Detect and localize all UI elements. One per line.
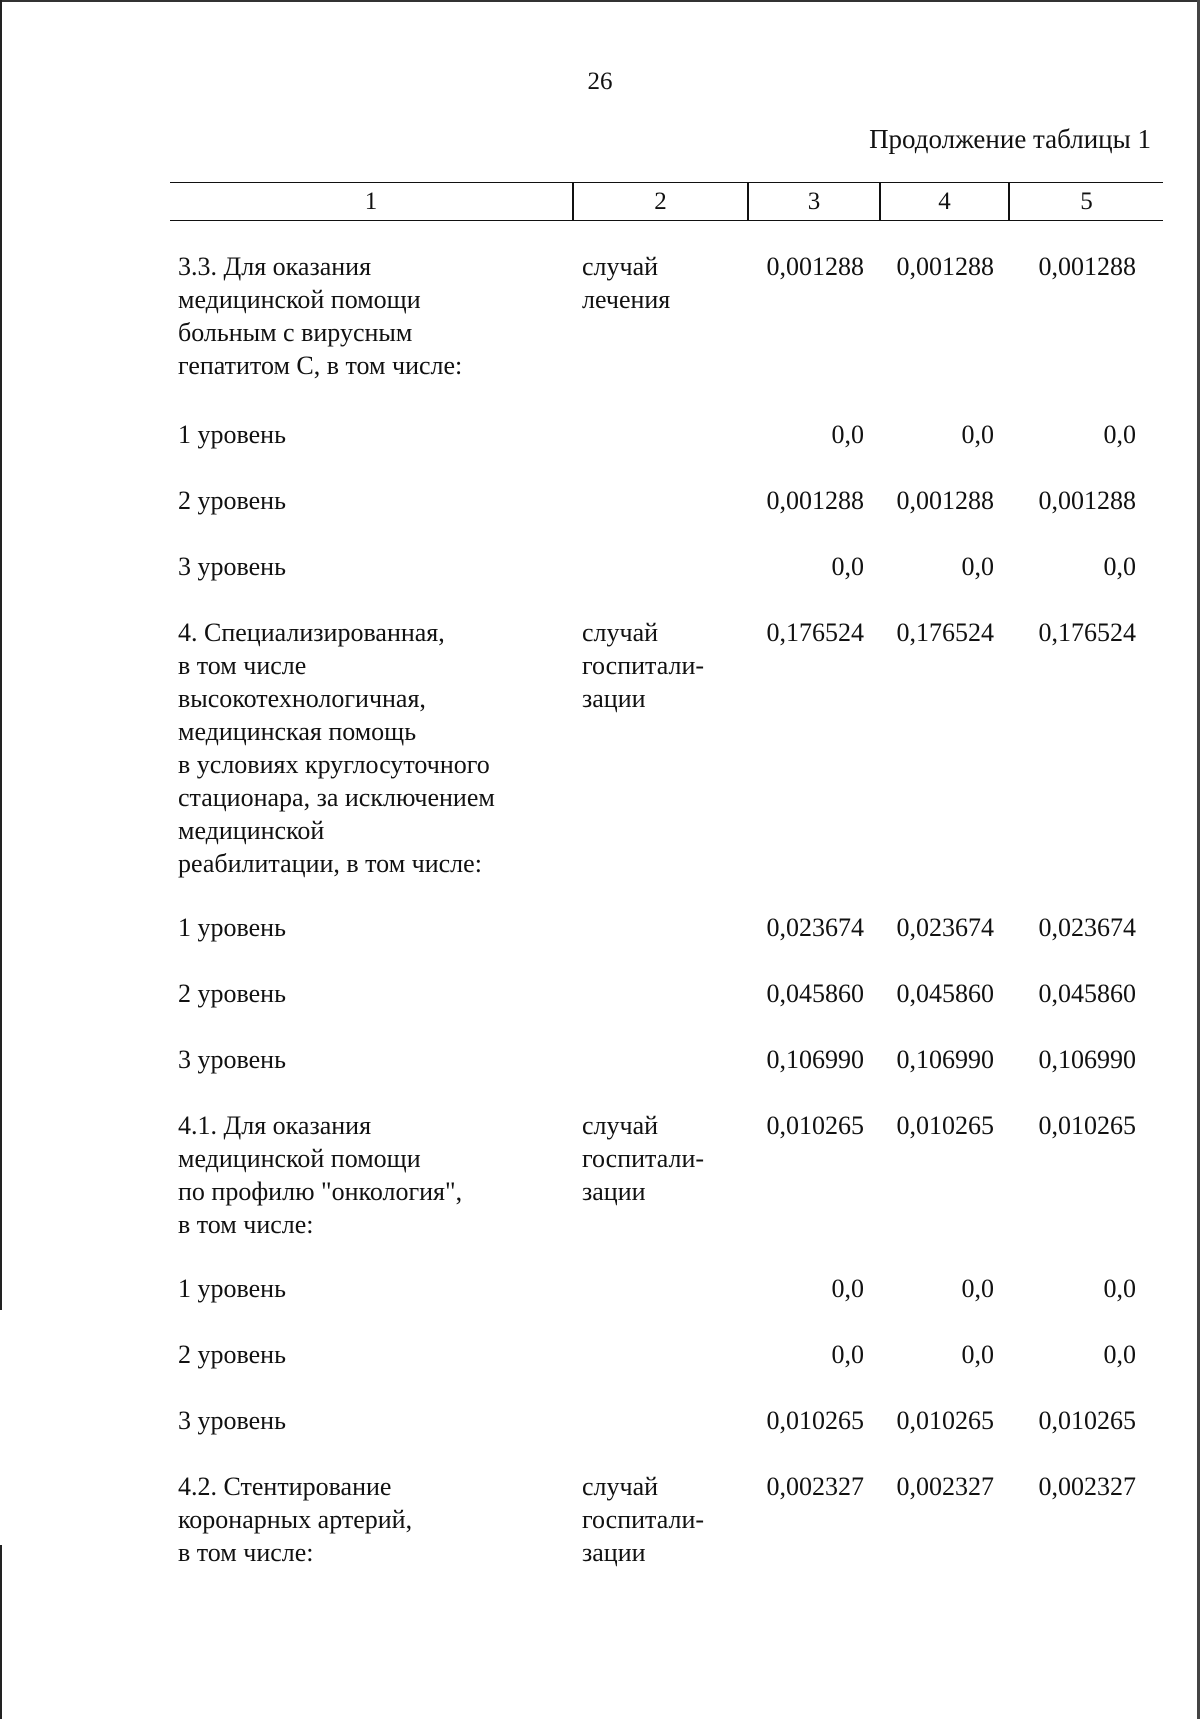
table-header-row — [170, 182, 1163, 221]
row-name: 4.1. Для оказания медицинской помощи по профилю "онкология", в том числе: — [178, 1111, 463, 1239]
header-cell-2: 2 — [654, 187, 667, 215]
row-name: 3.3. Для оказания медицинской помощи больным с вирусным гепатитом С, в том числе: — [178, 252, 463, 380]
row-value-col3: 0,0 — [831, 552, 864, 581]
scan-edge-top — [0, 0, 1200, 2]
row-value-col3: 0,176524 — [766, 618, 864, 647]
row-value-col3: 0,0 — [831, 1274, 864, 1303]
row-value-col4: 0,001288 — [896, 486, 994, 515]
row-name: 2 уровень — [178, 486, 286, 515]
row-value-col4: 0,023674 — [896, 913, 994, 942]
table-continuation-label: Продолжение таблицы 1 — [869, 124, 1151, 154]
row-value-col4: 0,176524 — [896, 618, 994, 647]
row-value-col5: 0,0 — [1103, 552, 1136, 581]
header-cell-5: 5 — [1080, 187, 1093, 215]
row-value-col3: 0,010265 — [766, 1406, 864, 1435]
row-value-col3: 0,010265 — [766, 1111, 864, 1140]
row-name: 3 уровень — [178, 552, 286, 581]
row-value-col4: 0,002327 — [896, 1472, 994, 1501]
row-value-col3: 0,0 — [831, 1340, 864, 1369]
row-name: 1 уровень — [178, 420, 286, 449]
row-value-col4: 0,045860 — [896, 979, 994, 1008]
row-name: 4.2. Стентирование коронарных артерий, в том числе: — [178, 1472, 413, 1567]
row-value-col3: 0,045860 — [766, 979, 864, 1008]
row-unit: случай лечения — [582, 252, 671, 314]
row-value-col4: 0,001288 — [896, 252, 994, 281]
header-cell-1: 1 — [364, 187, 378, 215]
row-value-col5: 0,106990 — [1038, 1045, 1136, 1074]
row-value-col4: 0,0 — [961, 1274, 994, 1303]
row-value-col3: 0,001288 — [766, 252, 864, 281]
row-name: 3 уровень — [178, 1045, 286, 1074]
row-name: 3 уровень — [178, 1406, 286, 1435]
scan-edge-left-lower — [0, 1545, 2, 1719]
row-name: 1 уровень — [178, 913, 286, 942]
page-number: 26 — [587, 68, 613, 95]
row-value-col4: 0,0 — [961, 1340, 994, 1369]
row-unit: случай госпитали- зации — [582, 1111, 705, 1206]
row-value-col5: 0,023674 — [1038, 913, 1136, 942]
row-value-col3: 0,0 — [831, 420, 864, 449]
row-value-col5: 0,0 — [1103, 420, 1136, 449]
row-value-col3: 0,002327 — [766, 1472, 864, 1501]
row-name: 2 уровень — [178, 1340, 286, 1369]
row-value-col4: 0,0 — [961, 420, 994, 449]
row-unit: случай госпитали- зации — [582, 618, 705, 713]
row-value-col4: 0,0 — [961, 552, 994, 581]
row-value-col5: 0,0 — [1103, 1340, 1136, 1369]
row-unit: случай госпитали- зации — [582, 1472, 705, 1567]
row-value-col3: 0,106990 — [766, 1045, 864, 1074]
header-cell-4: 4 — [938, 187, 951, 215]
row-name: 1 уровень — [178, 1274, 286, 1303]
row-value-col3: 0,001288 — [766, 486, 864, 515]
row-value-col5: 0,010265 — [1038, 1111, 1136, 1140]
row-value-col5: 0,045860 — [1038, 979, 1136, 1008]
row-value-col4: 0,010265 — [896, 1111, 994, 1140]
row-value-col5: 0,002327 — [1038, 1472, 1136, 1501]
row-value-col5: 0,010265 — [1038, 1406, 1136, 1435]
row-value-col5: 0,0 — [1103, 1274, 1136, 1303]
row-value-col4: 0,106990 — [896, 1045, 994, 1074]
scan-edge-left — [0, 0, 2, 1310]
row-value-col5: 0,001288 — [1038, 252, 1136, 281]
row-name: 4. Специализированная, в том числе высокотехнологичная, медицинская помощь в условиях круглосуточного стационара, за исключением медицинской реабилитации, в том числе: — [178, 618, 495, 878]
row-value-col5: 0,001288 — [1038, 486, 1136, 515]
row-name: 2 уровень — [178, 979, 286, 1008]
row-value-col3: 0,023674 — [766, 913, 864, 942]
row-value-col4: 0,010265 — [896, 1406, 994, 1435]
row-value-col5: 0,176524 — [1038, 618, 1136, 647]
header-cell-3: 3 — [807, 187, 821, 215]
